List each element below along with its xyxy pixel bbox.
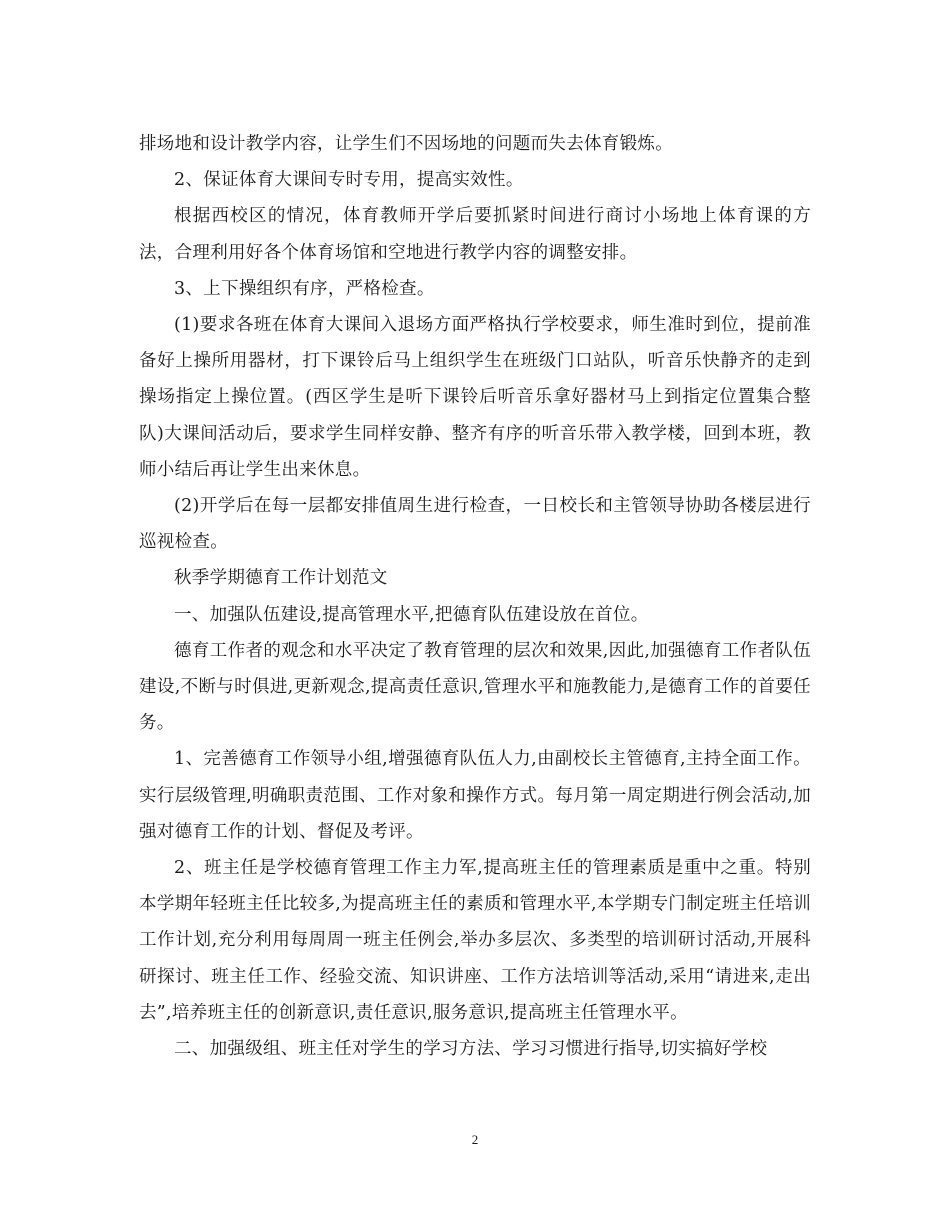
paragraph: (1)要求各班在体育大课间入退场方面严格执行学校要求，师生准时到位，提前准备好上操所用器材，打下课铃后马上组织学生在班级门口站队，听音乐快静齐的走到操场指定上操位置。(西区学生是听下课铃后听音乐拿好器材马上到指定位置集合整队)大课间活动后，要求学生同样安静、整齐有序的听音乐带入教学楼，回到本班，教师小结后再让学生出来休息。 [139, 315, 811, 480]
paragraph: 一、加强队伍建设,提高管理水平,把德育队伍建设放在首位。 [174, 604, 649, 625]
document-body [139, 126, 811, 1067]
paragraph: 排场地和设计教学内容，让学生们不因场地的问题而失去体育锻炼。 [139, 134, 673, 154]
paragraph: 秋季学期德育工作计划范文 [174, 568, 388, 589]
paragraph: 二、加强级组、班主任对学生的学习方法、学习习惯进行指导,切实搞好学校 [174, 1039, 768, 1060]
paragraph: 2、班主任是学校德育管理工作主力军,提高班主任的管理素质是重中之重。特别本学期年轻班主任比较多,为提高班主任的素质和管理水平,本学期专门制定班主任培训工作计划,充分利用每周周一班主任例会,举办多层次、多类型的培训研讨活动,开展科研探讨、班主任工作、经验交流、知识讲座、工作方法培训等活动,采用“请进来,走出去”,培养班主任的创新意识,责任意识,服务意识,提高班主任管理水平。 [139, 858, 811, 1023]
paragraph: 根据西校区的情况，体育教师开学后要抓紧时间进行商讨小场地上体育课的方法，合理利用好各个体育场馆和空地进行教学内容的调整安排。 [139, 206, 811, 263]
paragraph: 1、完善德育工作领导小组,增强德育队伍人力,由副校长主管德育,主持全面工作。实行层级管理,明确职责范围、工作对象和操作方式。每月第一周定期进行例会活动,加强对德育工作的计划、督促及考评。 [139, 749, 811, 842]
paragraph: 德育工作者的观念和水平决定了教育管理的层次和效果,因此,加强德育工作者队伍建设,不断与时俱进,更新观念,提高责任意识,管理水平和施教能力,是德育工作的首要任务。 [139, 640, 811, 734]
paragraph: 2、保证体育大课间专时专用，提高实效性。 [174, 170, 524, 191]
page-number: 2 [471, 1132, 479, 1147]
paragraph: (2)开学后在每一层都安排值周生进行检查，一日校长和主管领导协助各楼层进行巡视检查。 [139, 496, 811, 553]
paragraph: 3、上下操组织有序，严格检查。 [174, 278, 435, 299]
